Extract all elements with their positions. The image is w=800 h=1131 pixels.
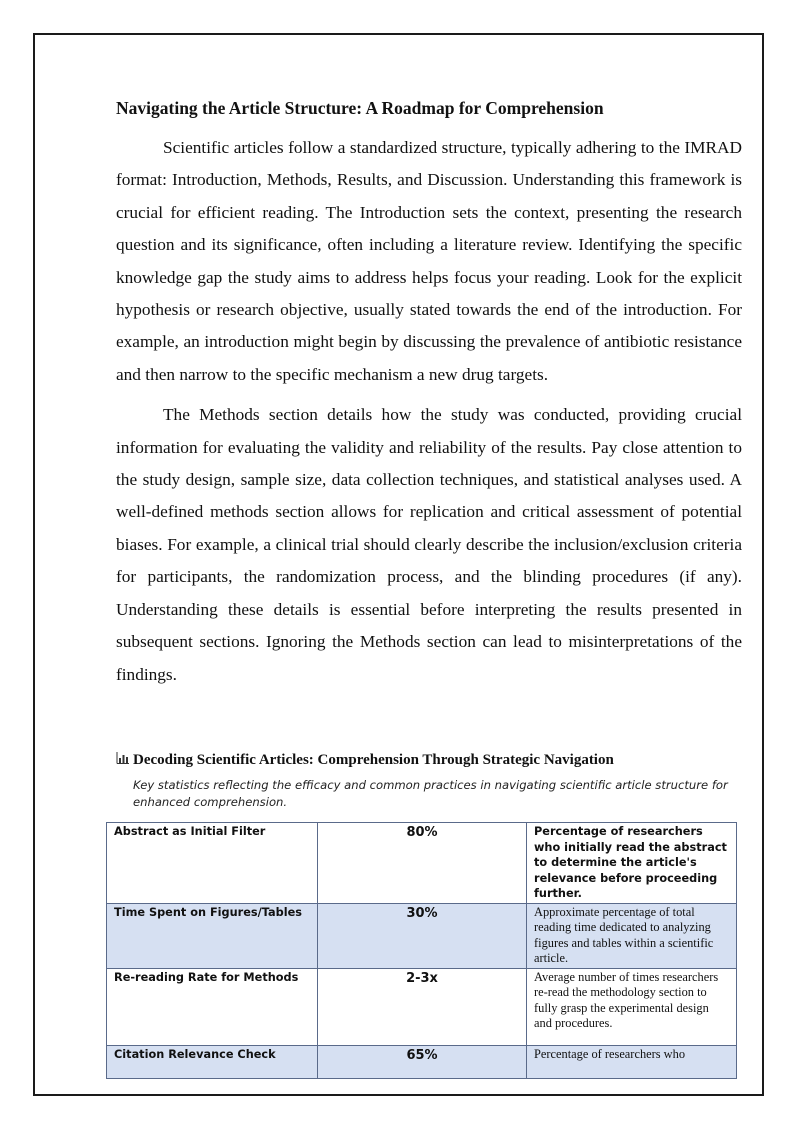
section-heading: Navigating the Article Structure: A Roadmap for Comprehension: [116, 98, 604, 118]
table-row: [107, 968, 737, 1045]
row-value: 65%: [318, 1045, 527, 1078]
table-title-text: Decoding Scientific Articles: Comprehension Through Strategic Navigation: [133, 752, 614, 768]
row-label: Re-reading Rate for Methods: [107, 968, 318, 1045]
table-row: [107, 823, 737, 904]
bar-chart-icon: [116, 748, 129, 770]
table-row: [107, 903, 737, 968]
statistics-table: [106, 822, 737, 1079]
row-value: 80%: [318, 823, 527, 904]
row-label: Time Spent on Figures/Tables: [107, 903, 318, 968]
paragraph-introduction: Scientific articles follow a standardized structure, typically adhering to the IMRAD format: Introduction, Methods, Results, and Discussion. Understanding this framework is crucial for efficient reading. The Introduction sets the context, presenting the research question and its significance, often including a literature review. Identifying the specific knowledge gap the study aims to address helps focus your reading. Look for the explicit hypothesis or research objective, usually stated towards the end of the introduction. For example, an introduction might begin by discussing the prevalence of antibiotic resistance and then narrow to the specific mechanism a new drug targets.: [116, 138, 742, 384]
row-description: Percentage of researchers who: [527, 1045, 737, 1078]
row-description: Percentage of researchers who initially read the abstract to determine the article's relevance before proceeding further.: [527, 823, 737, 904]
statistics-table-container: [106, 822, 736, 1063]
table-caption: Key statistics reflecting the efficacy and common practices in navigating scientific article structure for enhanced comprehension.: [133, 778, 728, 809]
table-title: [116, 748, 756, 771]
row-description: Approximate percentage of total reading time dedicated to analyzing figures and tables within a scientific article.: [527, 903, 737, 968]
paragraph-methods: The Methods section details how the study was conducted, providing crucial information for evaluating the validity and reliability of the results. Pay close attention to the study design, sample size, data collection techniques, and statistical analyses used. A well-defined methods section allows for replication and critical assessment of potential biases. For example, a clinical trial should clearly describe the inclusion/exclusion criteria for participants, the randomization process, and the blinding procedures (if any). Understanding these details is essential before interpreting the results presented in subsequent sections. Ignoring the Methods section can lead to misinterpretations of the findings.: [116, 405, 742, 684]
table-row: [107, 1045, 737, 1078]
row-value: 2-3x: [318, 968, 527, 1045]
row-value: 30%: [318, 903, 527, 968]
document-body: [116, 96, 742, 699]
row-label: Citation Relevance Check: [107, 1045, 318, 1078]
row-label: Abstract as Initial Filter: [107, 823, 318, 904]
row-description: Average number of times researchers re-read the methodology section to fully grasp the experimental design and procedures.: [527, 968, 737, 1045]
